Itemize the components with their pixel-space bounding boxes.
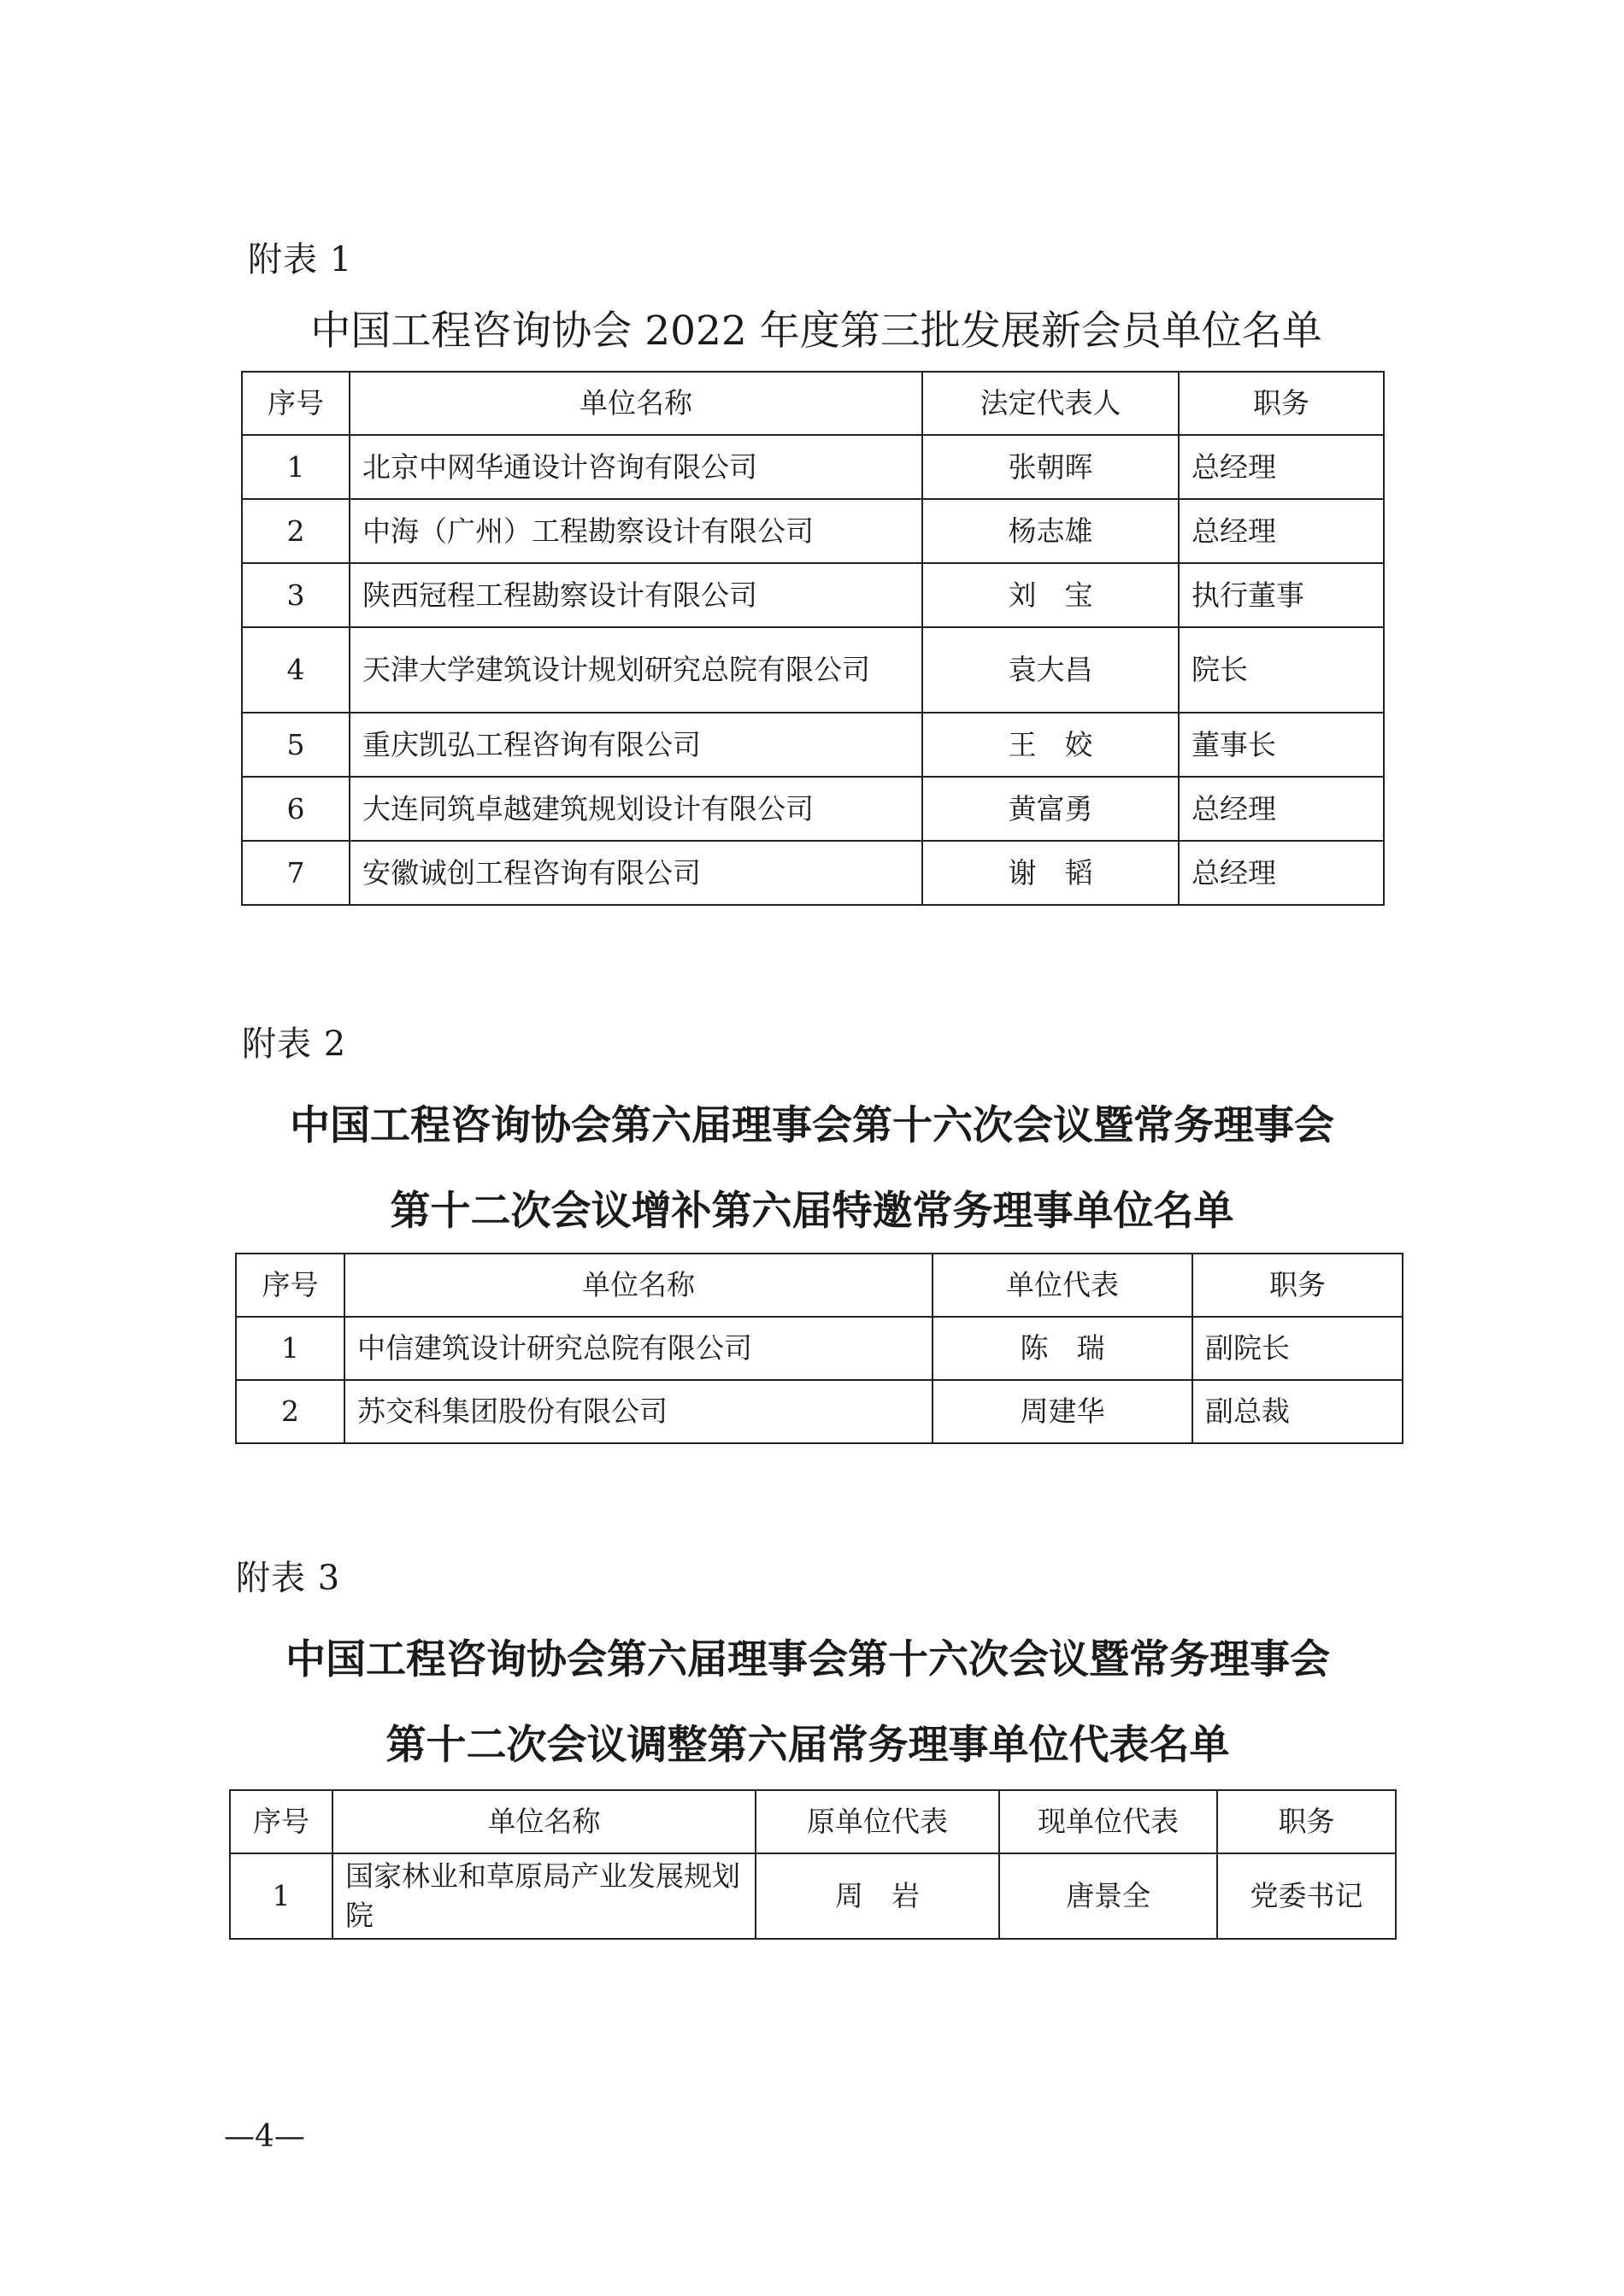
table2-title-line2: 第十二次会议增补第六届特邀常务理事单位名单 (390, 1188, 1234, 1235)
row-rep: 周建华 (933, 1380, 1192, 1443)
row-rep: 杨志雄 (922, 499, 1179, 563)
table-row (242, 841, 1384, 905)
row-unit-name: 北京中网华通设计咨询有限公司 (350, 435, 922, 499)
row-title: 执行董事 (1179, 563, 1384, 627)
table3-header-name: 单位名称 (332, 1790, 756, 1853)
table-row (230, 1853, 1396, 1939)
table1-header-rep: 法定代表人 (922, 372, 1179, 435)
row-rep: 刘 宝 (922, 563, 1179, 627)
row-unit-name: 中海（广州）工程勘察设计有限公司 (350, 499, 922, 563)
row-no: 2 (242, 499, 350, 563)
table1-title: 中国工程咨询协会 2022 年度第三批发展新会员单位名单 (310, 308, 1322, 355)
row-unit-name: 重庆凯弘工程咨询有限公司 (350, 713, 922, 777)
row-rep: 袁大昌 (922, 627, 1179, 713)
table-row (242, 499, 1384, 563)
row-unit-name: 大连同筑卓越建筑规划设计有限公司 (350, 777, 922, 841)
row-no: 6 (242, 777, 350, 841)
row-old-rep: 周 岩 (756, 1853, 999, 1939)
row-no: 1 (242, 435, 350, 499)
table3-header-new-rep: 现单位代表 (999, 1790, 1217, 1853)
row-no: 4 (242, 627, 350, 713)
table-row (242, 563, 1384, 627)
row-rep: 张朝晖 (922, 435, 1179, 499)
table2-header-name: 单位名称 (344, 1254, 933, 1317)
row-no: 7 (242, 841, 350, 905)
row-title: 院长 (1179, 627, 1384, 713)
row-unit-name: 苏交科集团股份有限公司 (344, 1380, 933, 1443)
table1-header-row (242, 372, 1384, 435)
row-unit-name: 国家林业和草原局产业发展规划院 (332, 1853, 756, 1939)
row-no: 2 (236, 1380, 344, 1443)
row-rep: 王 姣 (922, 713, 1179, 777)
row-no: 5 (242, 713, 350, 777)
row-new-rep: 唐景全 (999, 1853, 1217, 1939)
row-no: 1 (236, 1317, 344, 1380)
table-row (242, 627, 1384, 713)
table3-header-no: 序号 (230, 1790, 332, 1853)
row-title: 党委书记 (1217, 1853, 1396, 1939)
table-row (236, 1317, 1403, 1380)
table3-title-line1: 中国工程咨询协会第六届理事会第十六次会议暨常务理事会 (285, 1636, 1330, 1683)
table1-header-title: 职务 (1179, 372, 1384, 435)
table2-header-rep: 单位代表 (933, 1254, 1192, 1317)
table-row (242, 713, 1384, 777)
table1-header-no: 序号 (242, 372, 350, 435)
row-unit-name: 中信建筑设计研究总院有限公司 (344, 1317, 933, 1380)
table2-title-line1: 中国工程咨询协会第六届理事会第十六次会议暨常务理事会 (290, 1102, 1334, 1149)
table3-header-title: 职务 (1217, 1790, 1396, 1853)
row-no: 1 (230, 1853, 332, 1939)
table2 (235, 1253, 1403, 1444)
page-number: —4— (224, 2119, 305, 2154)
table-row (242, 435, 1384, 499)
table2-header-row (236, 1254, 1403, 1317)
row-title: 副总裁 (1192, 1380, 1403, 1443)
table1 (241, 371, 1385, 906)
table3-header-row (230, 1790, 1396, 1853)
row-title: 董事长 (1179, 713, 1384, 777)
table3-title-line2: 第十二次会议调整第六届常务理事单位代表名单 (385, 1722, 1230, 1769)
table2-header-title: 职务 (1192, 1254, 1403, 1317)
table1-header-name: 单位名称 (350, 372, 922, 435)
row-unit-name: 安徽诚创工程咨询有限公司 (350, 841, 922, 905)
table-row (242, 777, 1384, 841)
table3-header-old-rep: 原单位代表 (756, 1790, 999, 1853)
row-rep: 陈 瑞 (933, 1317, 1192, 1380)
row-no: 3 (242, 563, 350, 627)
table-row (236, 1380, 1403, 1443)
row-title: 总经理 (1179, 841, 1384, 905)
table3 (229, 1789, 1397, 1940)
table1-label: 附表 1 (248, 240, 353, 279)
row-title: 副院长 (1192, 1317, 1403, 1380)
row-unit-name: 陕西冠程工程勘察设计有限公司 (350, 563, 922, 627)
table3-label: 附表 3 (236, 1559, 341, 1598)
row-title: 总经理 (1179, 435, 1384, 499)
row-title: 总经理 (1179, 499, 1384, 563)
row-title: 总经理 (1179, 777, 1384, 841)
row-unit-name: 天津大学建筑设计规划研究总院有限公司 (350, 627, 922, 713)
row-rep: 黄富勇 (922, 777, 1179, 841)
table2-label: 附表 2 (242, 1025, 347, 1064)
table2-header-no: 序号 (236, 1254, 344, 1317)
row-rep: 谢 韬 (922, 841, 1179, 905)
